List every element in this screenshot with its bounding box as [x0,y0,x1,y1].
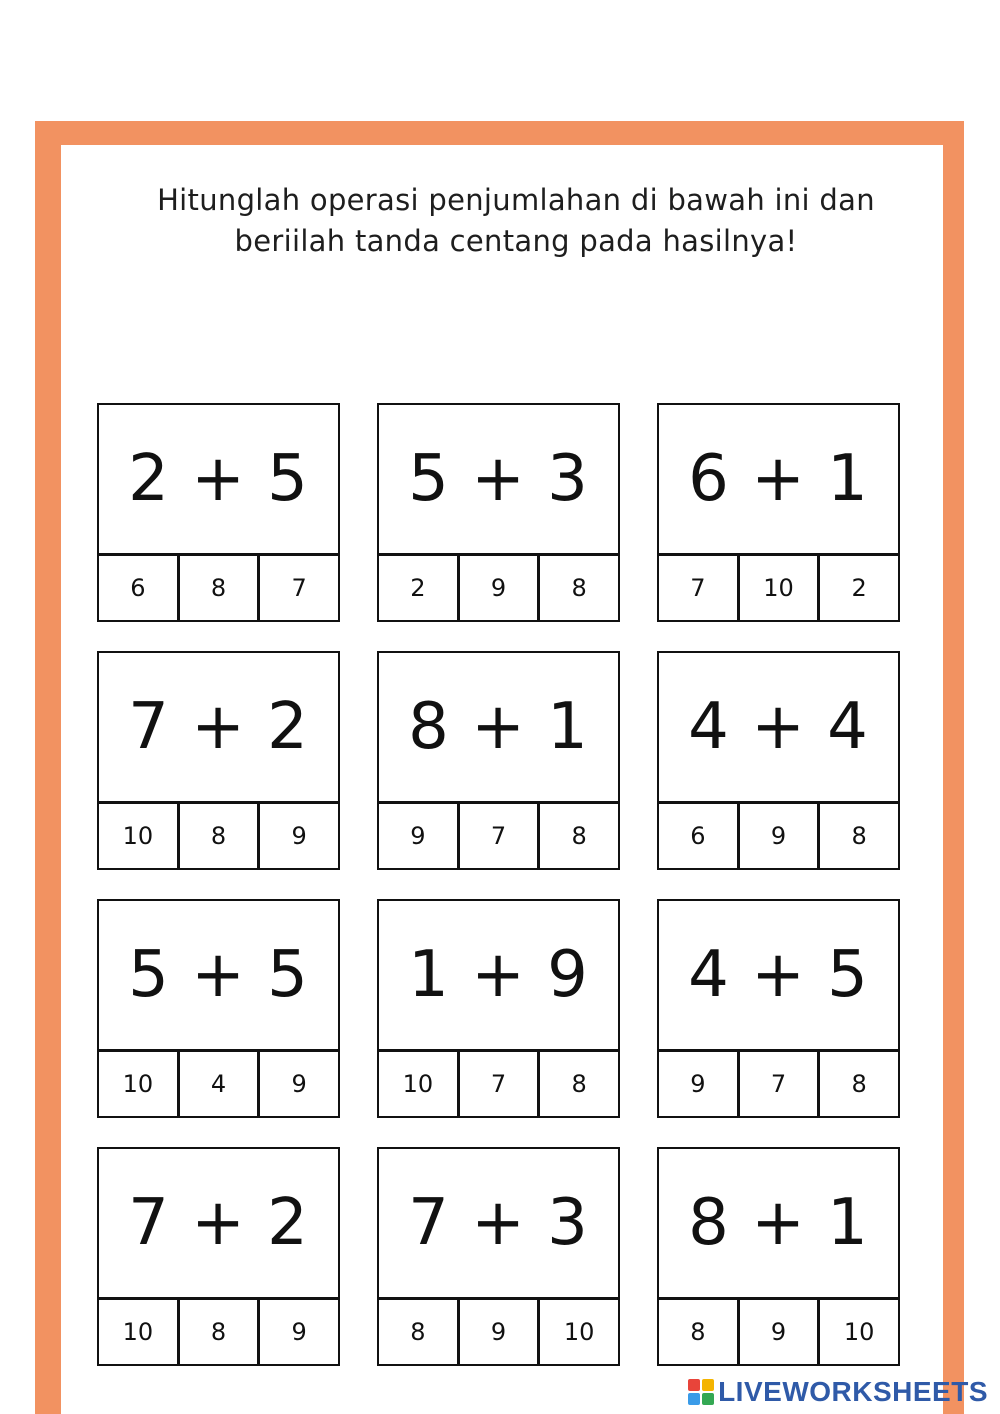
liveworksheets-watermark [688,1376,988,1408]
answer-choice-box[interactable]: 6 [97,556,179,622]
answer-choices [377,1300,620,1366]
answer-choices [657,1300,900,1366]
problem-card [657,651,900,870]
answer-choices [377,556,620,622]
problem-expression: 8 + 1 [377,651,620,804]
answer-choices [97,1052,340,1118]
instruction-text [61,180,971,262]
answer-choice-box[interactable]: 8 [817,1052,900,1118]
answer-choice-box[interactable]: 6 [657,804,739,870]
answer-choices [657,1052,900,1118]
answer-choice-box[interactable]: 10 [737,556,820,622]
answer-choice-box[interactable]: 7 [657,556,739,622]
answer-choice-box[interactable]: 9 [257,804,340,870]
answer-choice-box[interactable]: 10 [97,804,179,870]
answer-choices [377,804,620,870]
problem-expression: 4 + 4 [657,651,900,804]
problem-card [377,403,620,622]
problem-expression: 4 + 5 [657,899,900,1052]
problem-expression: 7 + 2 [97,651,340,804]
answer-choice-box[interactable]: 9 [257,1300,340,1366]
answer-choice-box[interactable]: 7 [737,1052,820,1118]
problem-expression: 2 + 5 [97,403,340,556]
problem-expression: 7 + 3 [377,1147,620,1300]
answer-choice-box[interactable]: 9 [377,804,459,870]
answer-choices [97,804,340,870]
answer-choice-box[interactable]: 4 [177,1052,260,1118]
answer-choice-box[interactable]: 8 [177,556,260,622]
problem-card [657,899,900,1118]
answer-choices [97,1300,340,1366]
answer-choice-box[interactable]: 8 [817,804,900,870]
problem-card [97,403,340,622]
answer-choice-box[interactable]: 10 [817,1300,900,1366]
instruction-line-1: Hitunglah operasi penjumlahan di bawah ini dan [157,183,875,217]
answer-choice-box[interactable]: 7 [257,556,340,622]
answer-choices [97,556,340,622]
problem-card [97,899,340,1118]
problem-grid [97,403,900,1366]
problem-card [377,1147,620,1366]
answer-choice-box[interactable]: 7 [457,1052,540,1118]
problem-card [97,1147,340,1366]
problem-expression: 6 + 1 [657,403,900,556]
problem-expression: 5 + 3 [377,403,620,556]
problem-expression: 1 + 9 [377,899,620,1052]
answer-choice-box[interactable]: 9 [257,1052,340,1118]
answer-choice-box[interactable]: 9 [657,1052,739,1118]
problem-card [657,403,900,622]
answer-choice-box[interactable]: 8 [377,1300,459,1366]
answer-choice-box[interactable]: 8 [537,804,620,870]
answer-choice-box[interactable]: 9 [737,804,820,870]
problem-expression: 8 + 1 [657,1147,900,1300]
answer-choice-box[interactable]: 8 [177,1300,260,1366]
answer-choice-box[interactable]: 10 [97,1052,179,1118]
problem-card [377,651,620,870]
answer-choice-box[interactable]: 8 [537,1052,620,1118]
problem-expression: 5 + 5 [97,899,340,1052]
problem-card [97,651,340,870]
answer-choices [657,804,900,870]
watermark-text: LIVEWORKSHEETS [718,1376,988,1407]
liveworksheets-logo-icon [688,1379,714,1405]
problem-card [377,899,620,1118]
answer-choices [657,556,900,622]
answer-choices [377,1052,620,1118]
answer-choice-box[interactable]: 8 [657,1300,739,1366]
answer-choice-box[interactable]: 10 [537,1300,620,1366]
answer-choice-box[interactable]: 2 [817,556,900,622]
answer-choice-box[interactable]: 10 [377,1052,459,1118]
answer-choice-box[interactable]: 10 [97,1300,179,1366]
answer-choice-box[interactable]: 9 [457,556,540,622]
answer-choice-box[interactable]: 8 [537,556,620,622]
answer-choice-box[interactable]: 9 [737,1300,820,1366]
answer-choice-box[interactable]: 2 [377,556,459,622]
problem-card [657,1147,900,1366]
answer-choice-box[interactable]: 9 [457,1300,540,1366]
answer-choice-box[interactable]: 7 [457,804,540,870]
problem-expression: 7 + 2 [97,1147,340,1300]
answer-choice-box[interactable]: 8 [177,804,260,870]
instruction-line-2: beriilah tanda centang pada hasilnya! [234,224,798,258]
